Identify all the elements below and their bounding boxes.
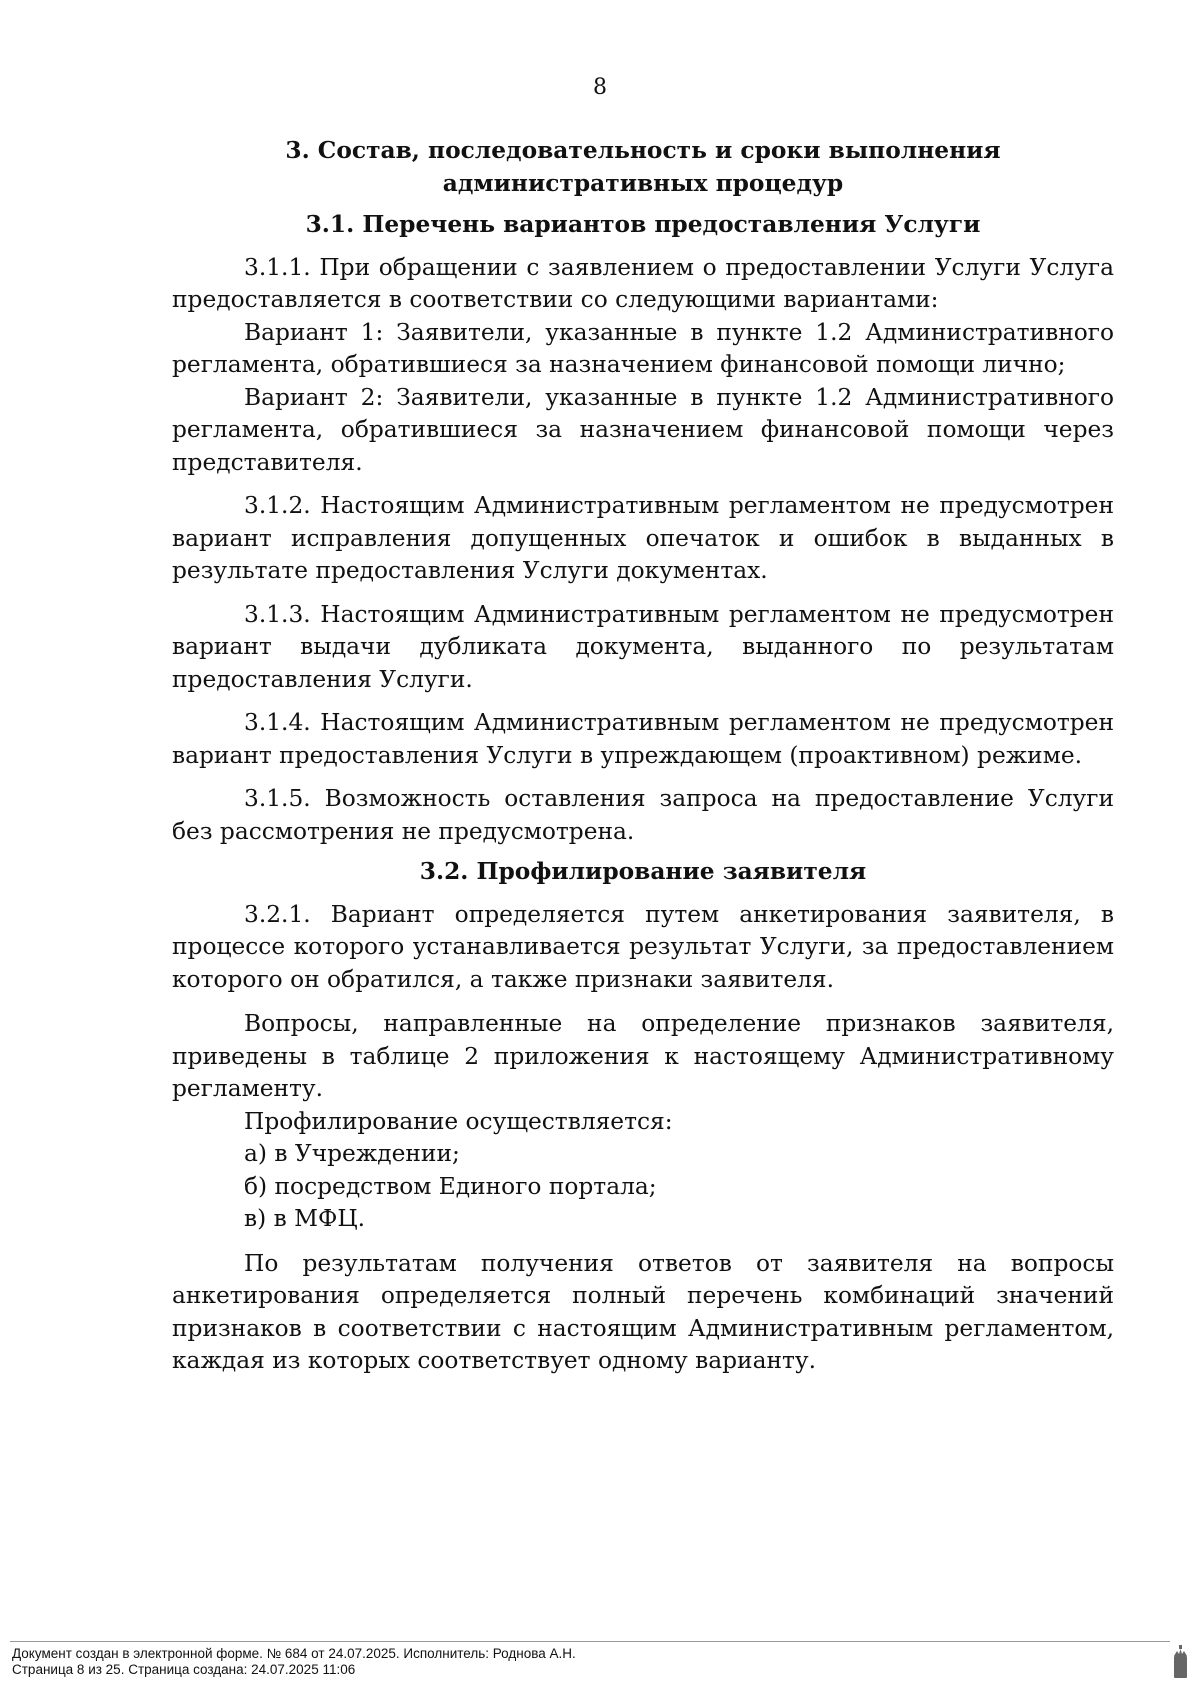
variant-1-paragraph: Вариант 1: Заявители, указанные в пункте 1.2 Административного регламента, обратившиеся за назначением финансовой помощи лично; <box>172 318 1114 378</box>
questions-paragraph: Вопросы, направленные на определение признаков заявителя, приведены в таблице 2 приложения к настоящему Административному регламенту. <box>172 1010 1114 1102</box>
paragraph-3-1-2: 3.1.2. Настоящим Административным регламентом не предусмотрен вариант исправления допущенных опечаток и ошибок в выданных в результате предоставления Услуги документах. <box>172 492 1114 584</box>
paragraph-3-2-1: 3.2.1. Вариант определяется путем анкетирования заявителя, в процессе которого устанавливается результат Услуги, за предоставлением которого он обратился, а также признаки заявителя. <box>172 900 1114 993</box>
variant-2-paragraph: Вариант 2: Заявители, указанные в пункте 1.2 Административного регламента, обратившиеся за назначением финансовой помощи через представителя. <box>172 383 1114 476</box>
document-body <box>172 135 1114 1378</box>
page-number: 8 <box>593 75 607 100</box>
footer-divider <box>10 1641 1170 1642</box>
section-3-2-heading: 3.2. Профилирование заявителя <box>419 858 867 885</box>
results-paragraph: По результатам получения ответов от заявителя на вопросы анкетирования определяется полный перечень комбинаций значений признаков в соответствии с настоящим Административным регламентом, каждая из которых соответствует одному варианту. <box>172 1249 1114 1374</box>
profiling-intro: Профилирование осуществляется: <box>244 1107 673 1135</box>
chapter-heading: 3. Состав, последовательность и сроки выполнения административных процедур <box>285 137 1001 197</box>
document-footer <box>12 1646 576 1678</box>
paragraph-3-1-1: 3.1.1. При обращении с заявлением о предоставлении Услуги Услуга предоставляется в соответствии со следующими вариантами: <box>172 253 1114 313</box>
paragraph-3-1-3: 3.1.3. Настоящим Административным регламентом не предусмотрен вариант выдачи дубликата документа, выданного по результатам предоставления Услуги. <box>172 600 1114 693</box>
profiling-item-b: б) посредством Единого портала; <box>244 1172 657 1200</box>
coat-of-arms-icon <box>1170 1644 1190 1680</box>
paragraph-3-1-4: 3.1.4. Настоящим Административным регламентом не предусмотрен вариант предоставления Услуги в упреждающем (проактивном) режиме. <box>172 709 1114 769</box>
profiling-item-a: а) в Учреждении; <box>244 1140 460 1167</box>
paragraph-3-1-5: 3.1.5. Возможность оставления запроса на предоставление Услуги без рассмотрения не предусмотрена. <box>172 785 1114 845</box>
footer-line-page: Страница 8 из 25. Страница создана: 24.07.2025 11:06 <box>12 1662 356 1677</box>
section-3-1-heading: 3.1. Перечень вариантов предоставления Услуги <box>305 211 981 238</box>
profiling-item-c: в) в МФЦ. <box>244 1205 366 1232</box>
footer-line-document: Документ создан в электронной форме. № 684 от 24.07.2025. Исполнитель: Роднова А.Н. <box>12 1646 576 1661</box>
